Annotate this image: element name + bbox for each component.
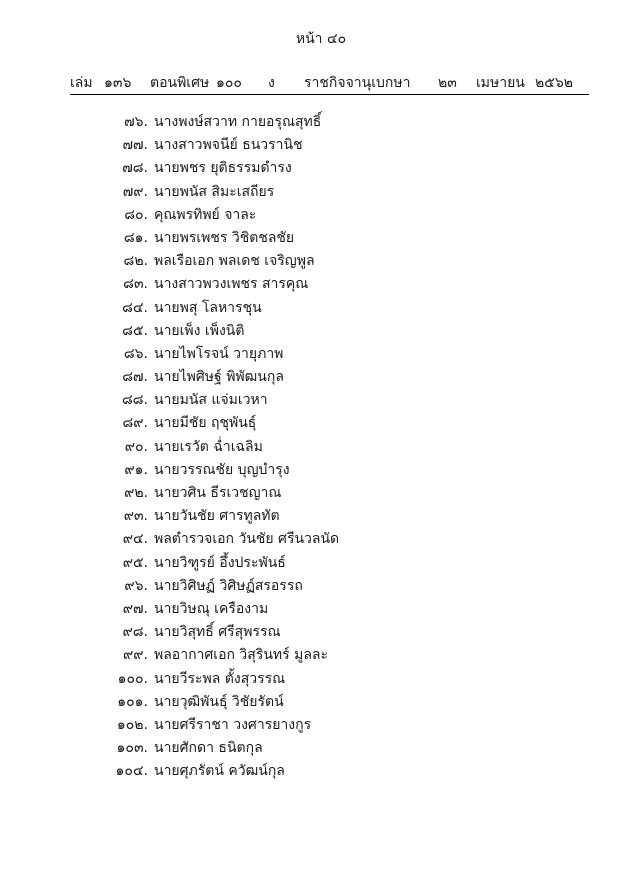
item-name: นายมนัส แจ่มเวหา [154,392,268,409]
header-volume-label: เล่ม [70,75,93,91]
item-name: นายวิษณุ เครืองาม [154,600,269,617]
header-special-issue-label: ตอนพิเศษ [150,75,210,91]
item-number: ๙๔. [122,531,148,548]
item-name: นายวิศิษฏ์ วิศิษฏ์สรอรรถ [154,577,303,594]
item-number: ๗๖. [124,114,148,130]
item-name: นายวศิน ธีรเวชญาณ [154,485,282,501]
list-item [0,691,642,714]
item-name: พลอากาศเอก วิสุรินทร์ มูลละ [154,647,329,664]
item-name: นายไพศิษฐ์ พิพัฒนกุล [154,369,284,386]
item-name: นายเรวัต ฉ่ำเฉลิม [154,438,263,455]
item-number: ๙๐. [124,438,148,455]
list-item [0,598,642,621]
item-name: นายพชร ยุติธรรมดำรง [154,160,292,177]
list-item [0,157,642,180]
item-number: ๘๐. [124,206,148,223]
item-number: ๗๘. [122,160,148,177]
item-number: ๑๐๔. [115,763,148,780]
item-name: นายวรรณชัย บุญบำรุง [154,461,290,478]
list-item [0,227,642,250]
item-number: ๑๐๑. [117,693,148,710]
item-number: ๙๗. [122,600,148,617]
list-item [0,250,642,273]
item-number: ๗๗. [122,137,148,154]
item-number: ๙๕. [122,554,148,571]
item-name: นายพนัส สิมะเสถียร [154,183,275,200]
item-number: ๑๐๐. [117,670,148,687]
item-number: ๙๙. [123,647,148,664]
item-number: ๘๒. [123,253,148,270]
header-date-month: เมษายน [476,75,525,91]
list-item [0,528,642,551]
list-item [0,320,642,343]
header-volume-number: ๑๓๖ [104,75,132,91]
list-item [0,297,642,320]
header-gazette-title: ราชกิจจานุเบกษา [304,75,411,91]
list-item [0,760,642,783]
item-number: ๙๒. [124,485,148,501]
list-item [0,204,642,227]
list-item [0,714,642,737]
item-name: นางพงษ์สวาท กายอรุณสุทธิ์ [154,114,322,130]
list-item [0,273,642,296]
item-name: นายวิฑูรย์ อึ้งประพันธ์ [154,554,286,571]
header-date-year: ๒๕๖๒ [535,75,573,91]
page-number: หน้า ๔๐ [295,31,347,47]
item-name: นายมีชัย ฤชุพันธุ์ [154,415,257,432]
list-item [0,552,642,575]
item-number: ๘๔. [122,299,148,316]
list-item [0,366,642,389]
item-name: นายพรเพชร วิชิตชลชัย [154,229,295,246]
item-number: ๙๓. [123,508,148,525]
list-item [0,389,642,412]
item-number: ๗๙. [122,183,148,200]
item-number: ๑๐๓. [116,740,148,757]
header-section-letter: ง [268,75,275,91]
list-item [0,134,642,157]
item-number: ๘๗. [122,369,148,386]
item-number: ๘๑. [123,229,148,246]
list-item [0,505,642,528]
list-item [0,181,642,204]
item-number: ๘๘. [121,392,148,409]
list-item [0,737,642,760]
list-item [0,621,642,644]
item-name: นายวิสุทธิ์ ศรีสุพรรณ [154,624,281,641]
item-name: นายศักดา ธนิตกุล [154,740,263,757]
list-item [0,436,642,459]
list-item [0,575,642,598]
item-name: นายไพโรจน์ วายุภาพ [154,345,284,362]
header-divider [70,94,589,95]
list-item [0,644,642,667]
item-name: พลตำรวจเอก วันชัย ศรีนวลนัด [154,531,340,548]
list-item [0,412,642,435]
list-item [0,343,642,366]
list-item [0,111,642,134]
list-item [0,459,642,482]
item-number: ๙๑. [124,461,148,478]
item-number: ๘๕. [122,322,148,339]
item-number: ๘๓. [123,276,148,293]
item-name: นางสาวพวงเพชร สารคุณ [154,276,309,293]
list-item [0,482,642,505]
item-name: นายเพ็ง เพ็งนิติ [154,322,245,339]
item-number: ๘๙. [122,415,148,432]
item-number: ๙๖. [124,577,148,594]
item-number: ๘๖. [123,345,148,362]
header-date-day: ๒๓ [438,75,457,91]
item-name: นายวุฒิพันธุ์ วิชัยรัตน์ [154,693,284,710]
name-list [0,111,642,783]
header-special-issue-number: ๑๐๐ [216,75,242,91]
item-name: นายพสุ โลหารชุน [154,299,262,316]
list-item [0,668,642,691]
item-name: นายวีระพล ตั้งสุวรรณ [154,670,286,687]
item-name: นายวันชัย ศารทูลทัต [154,508,280,525]
item-number: ๑๐๒. [116,716,148,733]
item-name: นายศรีราชา วงศารยางกูร [154,716,312,733]
item-name: นายศุภรัตน์ ควัฒน์กุล [154,763,285,780]
item-number: ๙๘. [122,624,148,641]
item-name: พลเรือเอก พลเดช เจริญพูล [154,253,315,270]
item-name: นางสาวพจนีย์ ธนวรานิช [154,137,303,154]
item-name: คุณพรทิพย์ จาละ [154,206,257,223]
